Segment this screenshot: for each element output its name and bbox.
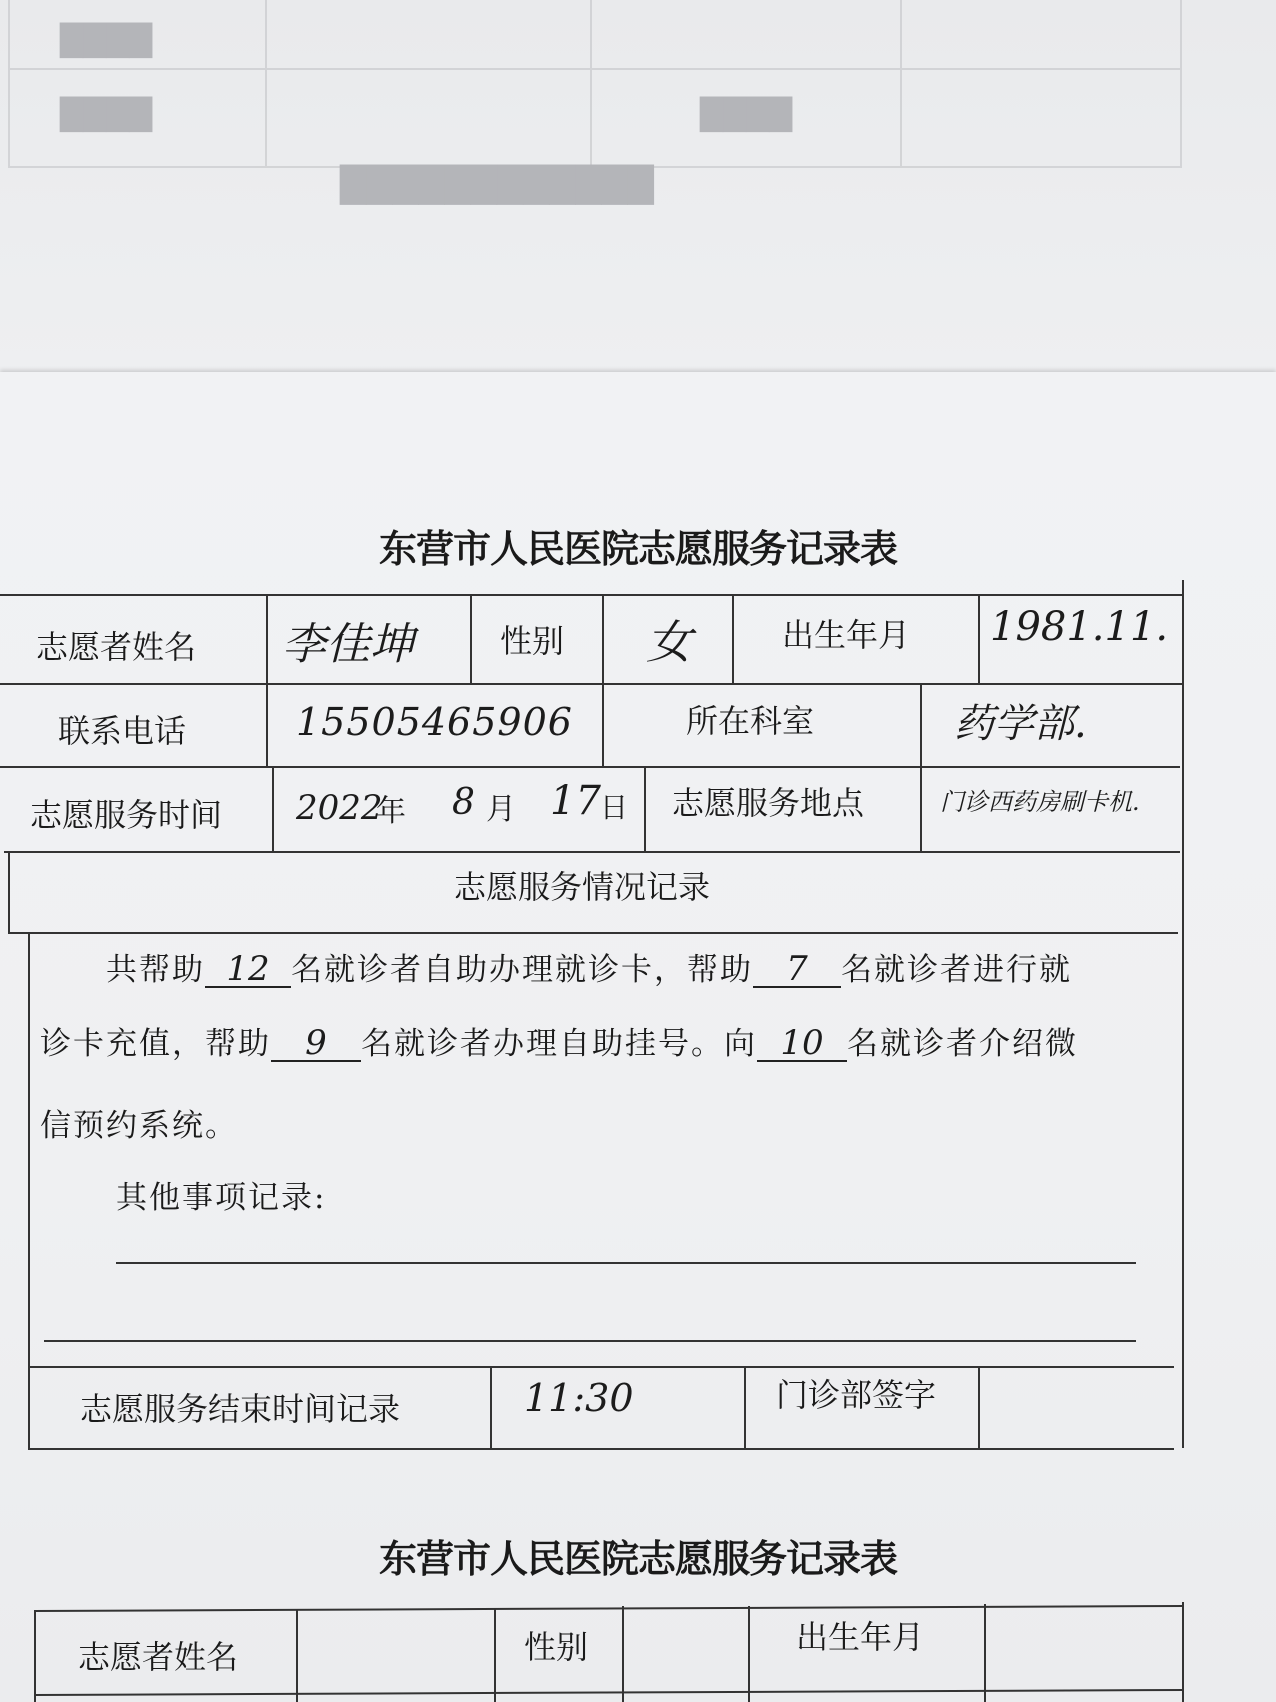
record-line-1: 共帮助 12 名就诊者自助办理就诊卡，帮助 7 名就诊者进行就 — [106, 949, 1072, 989]
service-month-value[interactable]: 8 — [452, 782, 475, 823]
service-day-value[interactable]: 17 — [550, 778, 601, 824]
previous-sheet: ████ ████ ████ ████████████ — [0, 0, 1276, 372]
next-form-title: 东营市人民医院志愿服务记录表 — [378, 1536, 897, 1581]
service-time-label: 志愿服务时间 — [30, 796, 223, 834]
card-count[interactable]: 12 — [205, 952, 291, 988]
end-time-label: 志愿服务结束时间记录 — [80, 1390, 401, 1428]
gender-label: 性别 — [500, 622, 565, 660]
other-matters-line-1[interactable] — [116, 1262, 1136, 1264]
next-birth-label: 出生年月 — [796, 1618, 925, 1656]
next-name-label: 志愿者姓名 — [78, 1638, 239, 1676]
dept-label: 所在科室 — [686, 702, 815, 740]
ghost-table — [8, 0, 1182, 168]
name-value[interactable]: 李佳坤 — [282, 619, 414, 670]
dept-value[interactable]: 药学部. — [954, 701, 1087, 747]
birth-label: 出生年月 — [782, 616, 911, 654]
year-unit: 年 — [376, 794, 406, 829]
sign-label: 门诊部签字 — [776, 1376, 937, 1414]
other-matters-label: 其他事项记录: — [116, 1180, 327, 1216]
wechat-count[interactable]: 10 — [757, 1026, 847, 1062]
gender-value[interactable]: 女 — [646, 615, 692, 669]
month-unit: 月 — [486, 792, 516, 827]
record-line-3: 信预约系统。 — [40, 1108, 238, 1144]
end-time-value[interactable]: 11:30 — [524, 1376, 634, 1420]
service-year-value[interactable]: 2022 — [296, 788, 383, 828]
record-line-2: 诊卡充值，帮助 9 名就诊者办理自助挂号。向 10 名就诊者介绍微 — [40, 1023, 1078, 1063]
section-header: 志愿服务情况记录 — [454, 868, 711, 906]
birth-value[interactable]: 1981.11. — [990, 604, 1169, 650]
service-place-value[interactable]: 门诊西药房刷卡机. — [940, 788, 1140, 816]
other-matters-line-2[interactable] — [44, 1340, 1136, 1342]
form-title: 东营市人民医院志愿服务记录表 — [378, 526, 897, 571]
register-count[interactable]: 9 — [271, 1026, 361, 1062]
day-unit: 日 — [600, 791, 629, 824]
service-place-label: 志愿服务地点 — [672, 784, 865, 822]
phone-value[interactable]: 15505465906 — [296, 700, 573, 744]
name-label: 志愿者姓名 — [36, 628, 197, 666]
recharge-count[interactable]: 7 — [753, 952, 841, 988]
next-gender-label: 性别 — [524, 1628, 589, 1666]
phone-label: 联系电话 — [58, 712, 187, 750]
